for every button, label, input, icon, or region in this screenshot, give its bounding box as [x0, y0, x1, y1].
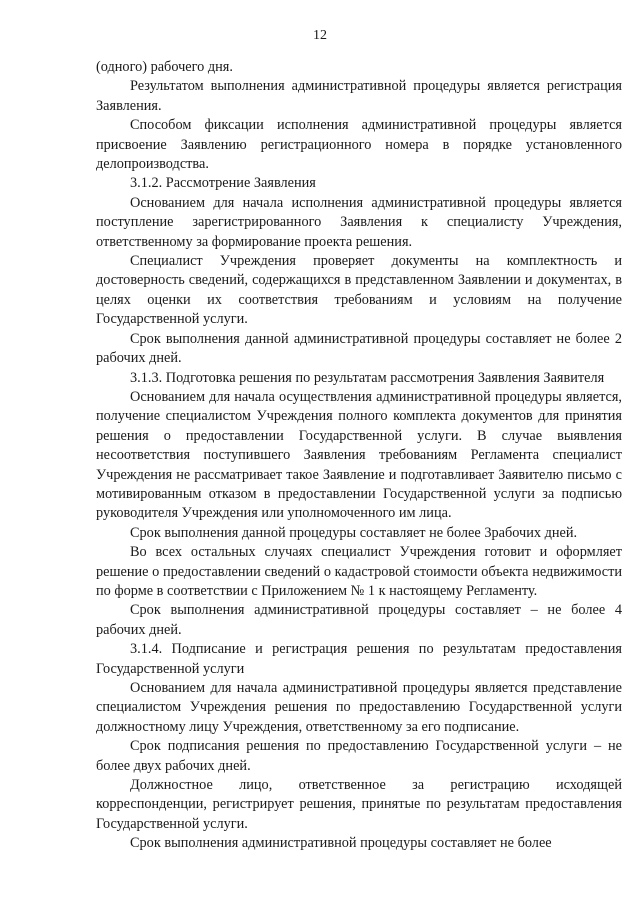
paragraph: Должностное лицо, ответственное за регистрацию исходящей корреспонденции, регистрирует решения, принятые по результатам предоставления Государственной услуги.	[96, 777, 622, 832]
paragraph: 3.1.4. Подписание и регистрация решения по результатам предоставления Государственной услуги	[96, 641, 622, 677]
paragraph: Специалист Учреждения проверяет документы на комплектность и достоверность сведений, содержащихся в представленном Заявлении и документах, в целях оценки их соответствия требованиям и условиям на получение Государственной услуги.	[96, 253, 622, 328]
document-body	[96, 58, 622, 854]
paragraph: Во всех остальных случаях специалист Учреждения готовит и оформляет решение о предоставлении сведений о кадастровой стоимости объекта недвижимости по форме в соответствии с Приложением № 1 к настоящему Регламенту.	[96, 544, 622, 599]
paragraph: Срок выполнения административной процедуры составляет – не более 4 рабочих дней.	[96, 602, 622, 638]
paragraph: Срок выполнения административной процедуры составляет не более	[130, 835, 552, 852]
paragraph: (одного) рабочего дня.	[96, 59, 233, 75]
paragraph: Основанием для начала административной процедуры является представление специалистом Учреждения решения по предоставлению Государственной услуги должностному лицу Учреждения, ответственному за его подписание.	[96, 680, 622, 735]
paragraph: 3.1.3. Подготовка решения по результатам рассмотрения Заявления Заявителя	[130, 369, 605, 386]
paragraph: Срок выполнения данной процедуры составляет не более 3рабочих дней.	[130, 524, 578, 541]
page-number: 12	[313, 28, 327, 43]
paragraph: Основанием для начала осуществления административной процедуры является, получение специалистом Учреждения полного комплекта документов для принятия решения о предоставлении Государственной услуги. В случае выявления несоответствия поступившего Заявления требованиям Регламента специалист Учреждения не рассматривает такое Заявление и подготавливает Заявителю письмо с мотивированным отказом в предоставлении Государственной услуги за подписью руководителя Учреждения или уполномоченного им лица.	[96, 388, 622, 522]
paragraph: 3.1.2. Рассмотрение Заявления	[130, 175, 316, 192]
paragraph: Результатом выполнения административной процедуры является регистрация Заявления.	[96, 78, 622, 114]
paragraph: Основанием для начала исполнения административной процедуры является поступление зарегистрированного Заявления к специалисту Учреждения, ответственному за формирование проекта решения.	[96, 194, 622, 250]
paragraph: Способом фиксации исполнения административной процедуры является присвоение Заявлению регистрационного номера в порядке установленного делопроизводства.	[96, 117, 622, 173]
paragraph: Срок выполнения данной административной процедуры составляет не более 2 рабочих дней.	[96, 330, 622, 367]
paragraph: Срок подписания решения по предоставлению Государственной услуги – не более двух рабочих дней.	[96, 738, 622, 774]
